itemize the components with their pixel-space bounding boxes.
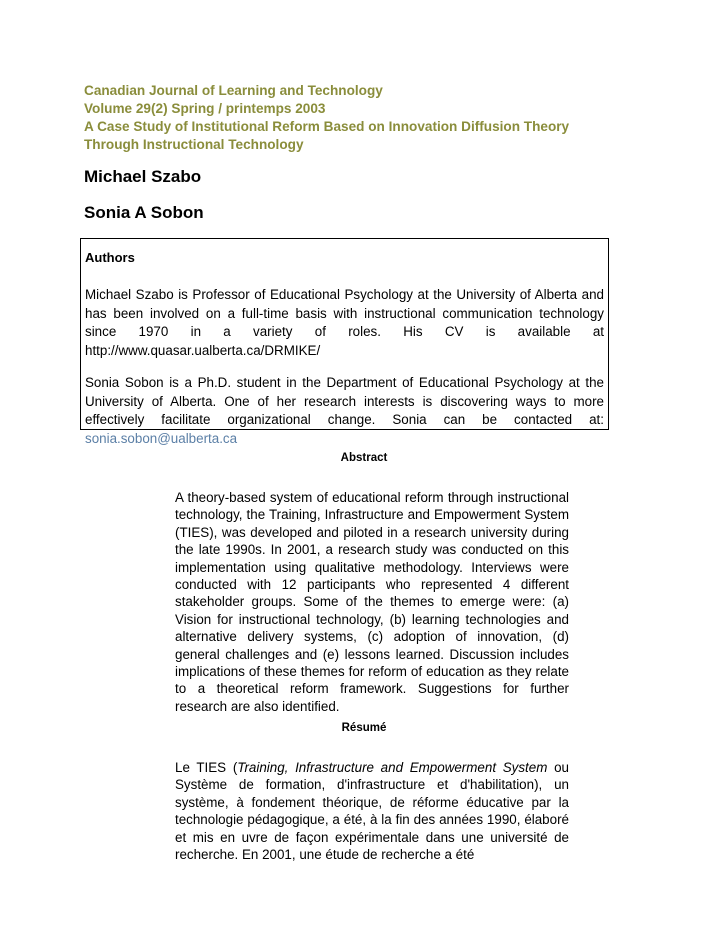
- abstract-text: A theory-based system of educational reform through instructional technology, the Training, Infrastructure and Empowerment System (TIES), was developed and piloted in a research university during the late 1990s. In 2001, a research study was conducted on this implementation using qualitative methodology. Interviews were conducted with 12 participants who represented 4 different stakeholder groups. Some of the themes to emerge were: (a) Vision for instructional technology, (b) learning technologies and alternative delivery systems, (c) adoption of innovation, (d) general challenges and (e) lessons learned. Discussion includes implications of these themes for reform of education as they relate to a theoretical reform framework. Suggestions for further research are also identified.: [175, 490, 569, 714]
- author-name-1: Michael Szabo: [84, 167, 202, 186]
- author-bio-sobon-text: Sonia Sobon is a Ph.D. student in the Department of Educational Psychology at the University of Alberta. One of her research interests is discovering ways to more effectively facilitate organizational change. Sonia can be contacted at:: [85, 375, 604, 427]
- authors-heading: Authors: [85, 250, 135, 265]
- author-bio-szabo: Michael Szabo is Professor of Educational Psychology at the University of Alberta and has been involved on a full-time basis with instructional communication technology since 1970 in a variety of roles. His CV is available at http://www.quasar.ualberta.ca/DRMIKE/: [85, 287, 604, 358]
- author-name-2: Sonia A Sobon: [84, 203, 204, 222]
- resume-italic: Training, Infrastructure and Empowerment System: [237, 760, 548, 775]
- resume-suffix: ou Système de formation, d'infrastructure et d'habilitation), un système, à fondement théorique, de réforme éducative par la technologie pédagogique, a été, à la fin des années 1990, élaboré et mis en uvre de façon expérimentale dans une université de recherche. En 2001, une étude de recherche a été: [175, 760, 569, 863]
- article-title-line-2: Through Instructional Technology: [84, 137, 304, 152]
- journal-header: [84, 82, 624, 154]
- resume-heading: Résumé: [341, 722, 387, 734]
- article-title-line-1: A Case Study of Institutional Reform Based on Innovation Diffusion Theory: [84, 119, 570, 134]
- journal-volume: Volume 29(2) Spring / printemps 2003: [84, 101, 326, 116]
- authors-info-box: [80, 238, 609, 446]
- email-link[interactable]: sonia.sobon@ualberta.ca: [85, 430, 238, 446]
- abstract-heading: Abstract: [340, 452, 388, 464]
- resume-prefix: Le TIES (: [175, 760, 238, 775]
- author-bio-sobon: [85, 374, 604, 448]
- resume-text: [175, 759, 569, 863]
- journal-name: Canadian Journal of Learning and Technology: [84, 83, 383, 98]
